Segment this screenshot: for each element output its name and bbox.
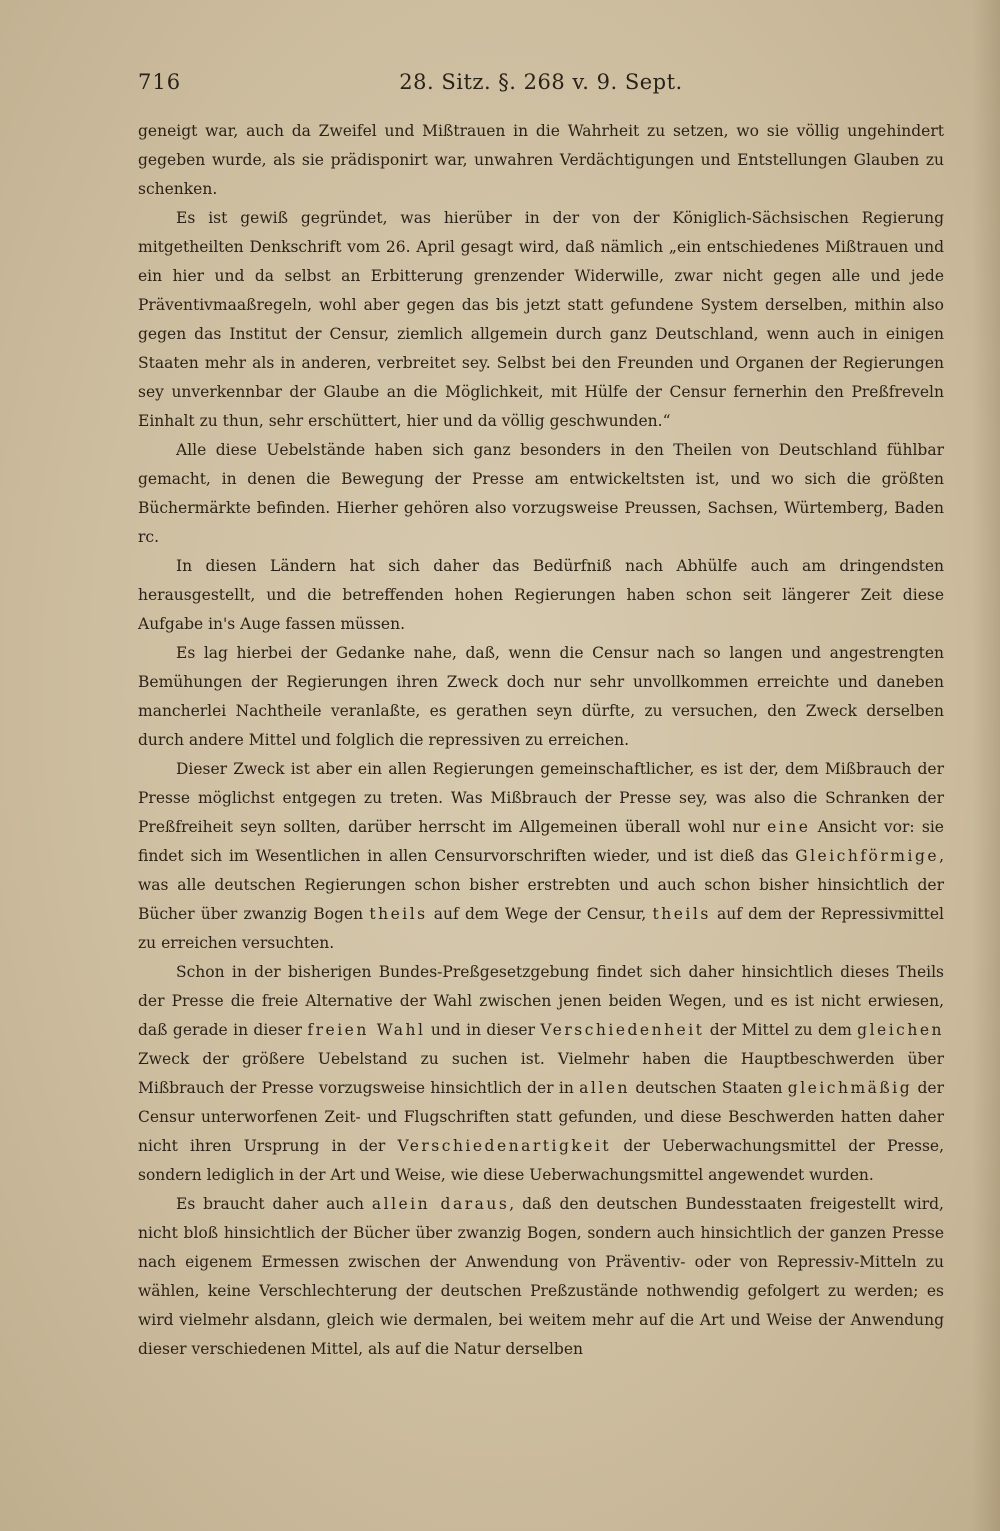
page-edge-shadow xyxy=(972,0,1000,1531)
text-run: auf dem Wege der Censur, xyxy=(427,905,653,923)
emphasis: Verschiedenartigkeit xyxy=(397,1137,612,1155)
text-run: deutschen Staaten xyxy=(629,1079,788,1097)
emphasis: allen xyxy=(579,1079,630,1097)
paragraph: Alle diese Uebelstände haben sich ganz besonders in den Theilen von Deutschland fühlbar gemacht, in denen die Bewegung der Presse am entwickeltsten ist, und wo sich die größten Büchermärkte befinden. Hierher gehören also vorzugsweise Preussen, Sachsen, Würtemberg, Baden rc. xyxy=(138,441,944,546)
emphasis: gleichmäßig xyxy=(787,1079,913,1097)
page-number: 716 xyxy=(138,70,182,94)
emphasis: gleichen xyxy=(857,1021,945,1039)
text-run: Schon in der bisherigen Bundes-Preßgesetzgebung findet sich daher hinsichtlich dieses Theils der Presse die freie Alternative der Wahl zwischen jenen beiden Wegen, und es ist nicht erwiesen, daß gerade in dieser xyxy=(138,963,944,1039)
page-header xyxy=(138,70,944,104)
emphasis: Gleichförmige xyxy=(795,847,940,865)
emphasis: eine xyxy=(767,818,811,836)
running-head: 28. Sitz. §. 268 v. 9. Sept. xyxy=(399,70,683,94)
paragraph xyxy=(138,1190,944,1364)
emphasis: theils xyxy=(369,905,428,923)
paragraph: Es ist gewiß gegründet, was hierüber in der von der Königlich-Sächsischen Regierung mitgetheilten Denkschrift vom 26. April gesagt wird, daß nämlich „ein entschiedenes Mißtrauen und ein hier und da selbst an Erbitterung grenzender Widerwille, zwar nicht gegen alle und jede Präventivmaaßregeln, wohl aber gegen das bis jetzt statt gefundene System derselben, mithin also gegen das Institut der Censur, ziemlich allgemein durch ganz Deutschland, wenn auch in einigen Staaten mehr als in anderen, verbreitet sey. Selbst bei den Freunden und Organen der Regierungen sey unverkennbar der Glaube an die Möglichkeit, mit Hülfe der Censur fernerhin den Preßfreveln Einhalt zu thun, sehr erschüttert, hier und da völlig geschwunden.“ xyxy=(138,209,944,430)
text-run: der Ueberwachungsmittel der Presse, sondern lediglich in der Art und Weise, wie diese Ueberwachungsmittel angewendet wurden. xyxy=(138,1137,945,1184)
paragraph: Es lag hierbei der Gedanke nahe, daß, wenn die Censur nach so langen und angestrengten Bemühungen der Regierungen ihren Zweck doch nur sehr unvollkommen erreichte und daneben mancherlei Nachtheile veranlaßte, es gerathen seyn dürfte, zu versuchen, den Zweck derselben durch andere Mittel und folglich die repressiven zu erreichen. xyxy=(138,644,944,749)
emphasis: freien Wahl xyxy=(307,1021,426,1039)
text-run: auf dem der Repressivmittel zu erreichen versuchten. xyxy=(138,905,944,952)
paragraph: geneigt war, auch da Zweifel und Mißtrauen in die Wahrheit zu setzen, wo sie völlig ungehindert gegeben wurde, als sie prädisponirt war, unwahren Verdächtigungen und Entstellungen Glauben zu schenken. xyxy=(138,122,944,198)
emphasis: theils xyxy=(652,905,711,923)
paragraph xyxy=(138,755,944,958)
text-run: , was alle deutschen Regierungen schon bisher erstrebten und auch schon bisher hinsichtlich der Bücher über zwanzig Bogen xyxy=(138,847,944,923)
paragraph xyxy=(138,958,944,1190)
text-run: Ansicht vor: sie findet sich im Wesentlichen in allen Censurvorschriften wieder, und ist dieß das xyxy=(138,818,944,865)
emphasis: Verschiedenheit xyxy=(540,1021,705,1039)
text-run: Es braucht daher auch xyxy=(176,1195,372,1213)
body-text xyxy=(138,117,944,1364)
text-run: Zweck der größere Uebelstand zu suchen ist. Vielmehr haben die Hauptbeschwerden über Mißbrauch der Presse vorzugsweise hinsichtlich der in xyxy=(138,1050,944,1097)
text-run: , daß den deutschen Bundesstaaten freigestellt wird, nicht bloß hinsichtlich der Bücher über zwanzig Bogen, sondern auch hinsichtlich der ganzen Presse nach eigenem Ermessen zwischen der Anwendung von Präventiv- oder von Repressiv-Mitteln zu wählen, keine Verschlechterung der deutschen Preßzustände nothwendig gefolgert zu werden; es wird vielmehr alsdann, gleich wie dermalen, bei weitem mehr auf die Art und Weise der Anwendung dieser verschiedenen Mittel, als auf die Natur derselben xyxy=(138,1195,944,1358)
text-run: und in dieser xyxy=(425,1021,541,1039)
text-run: Dieser Zweck ist aber ein allen Regierungen gemeinschaftlicher, es ist der, dem Mißbrauch der Presse möglichst entgegen zu treten. Was Mißbrauch der Presse sey, was also die Schranken der Preßfreiheit seyn sollten, darüber herrscht im Allgemeinen überall wohl nur xyxy=(138,760,944,836)
emphasis: allein daraus xyxy=(371,1195,510,1213)
paragraph: In diesen Ländern hat sich daher das Bedürfniß nach Abhülfe auch am dringendsten herausgestellt, und die betreffenden hohen Regierungen haben schon seit längerer Zeit diese Aufgabe in's Auge fassen müssen. xyxy=(138,557,944,633)
text-run: der Mittel zu dem xyxy=(704,1021,858,1039)
text-run: der Censur unterworfenen Zeit- und Flugschriften statt gefunden, und diese Beschwerden hatten daher nicht ihren Ursprung in der xyxy=(138,1079,944,1155)
